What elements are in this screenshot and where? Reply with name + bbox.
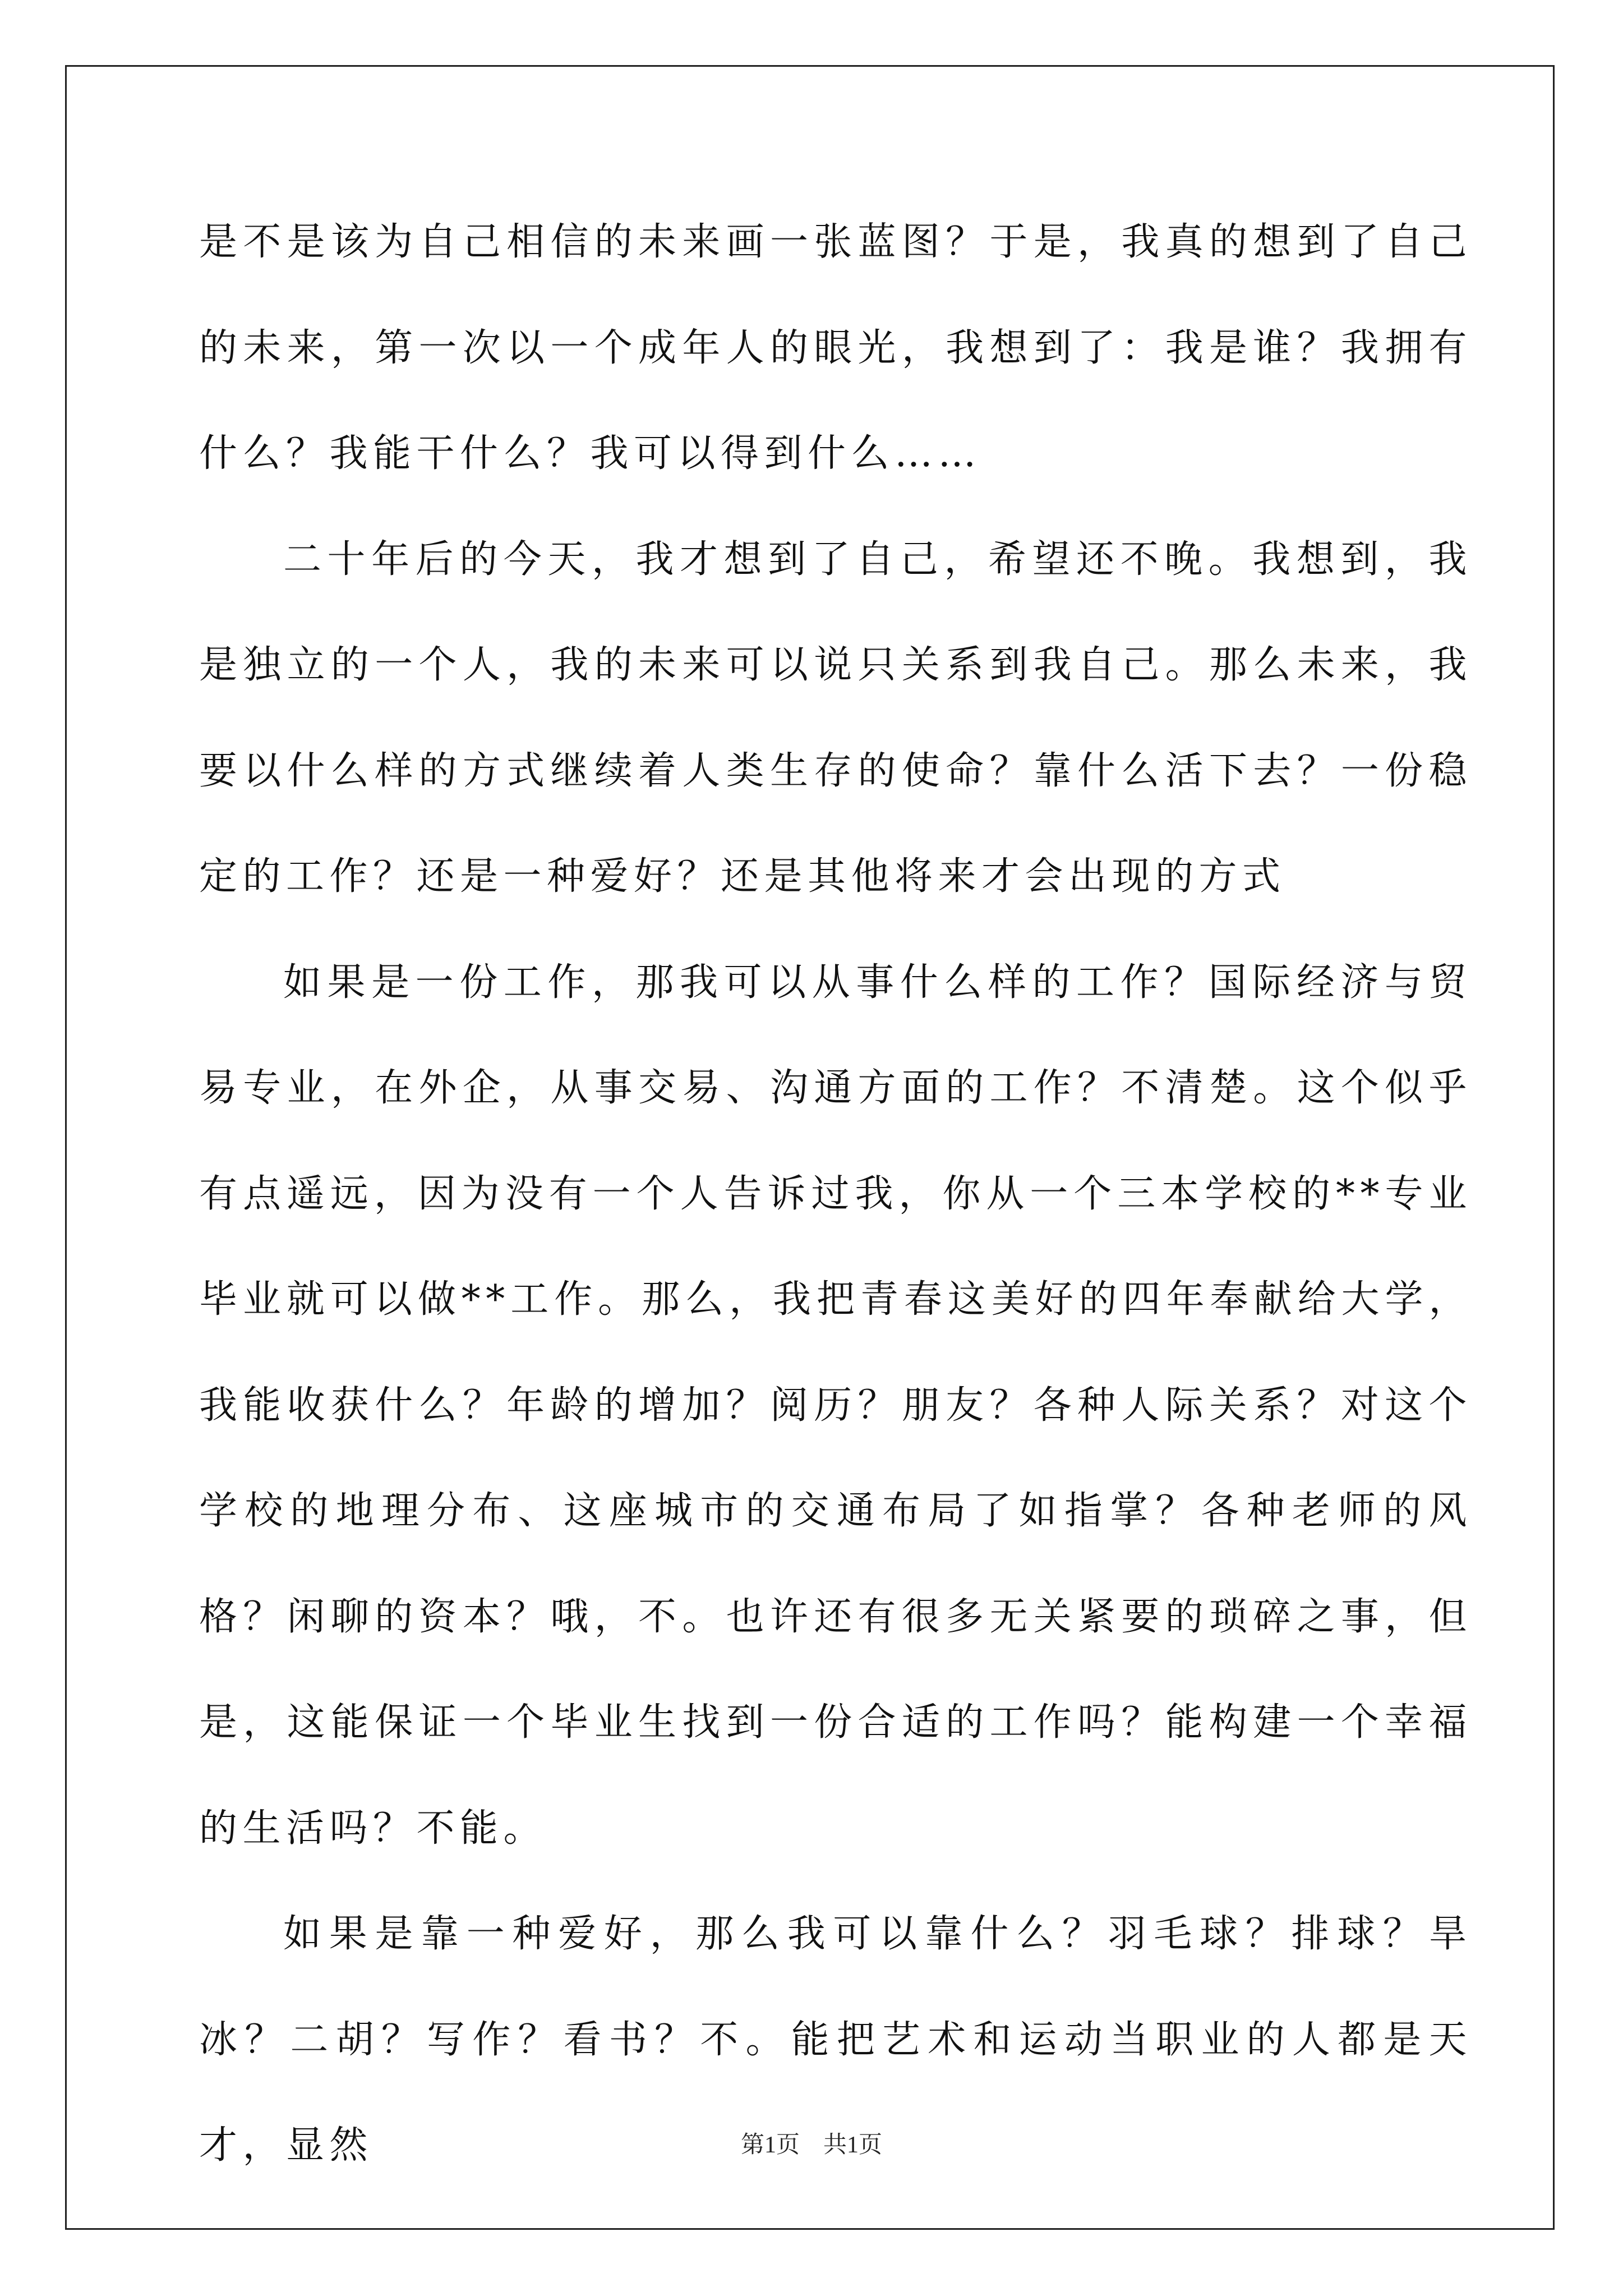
paragraph-1: 是不是该为自己相信的未来画一张蓝图？于是，我真的想到了自己的未来，第一次以一个成年人的眼光，我想到了：我是谁？我拥有什么？我能干什么？我可以得到什么…… (199, 220, 1472, 476)
paragraph-2: 二十年后的今天，我才想到了自己，希望还不晚。我想到，我是独立的一个人，我的未来可以说只关系到我自己。那么未来，我要以什么样的方式继续着人类生存的使命？靠什么活下去？一份稳定的工作？还是一种爱好？还是其他将来才会出现的方式 (199, 537, 1472, 899)
document-body (199, 190, 1472, 2199)
page-footer: 第1页 共1页 (740, 2132, 882, 2158)
paragraph-3: 如果是一份工作，那我可以从事什么样的工作？国际经济与贸易专业，在外企，从事交易、沟通方面的工作？不清楚。这个似乎有点遥远，因为没有一个人告诉过我，你从一个三本学校的**专业毕业就可以做**工作。那么，我把青春这美好的四年奉献给大学，我能收获什么？年龄的增加？阅历？朋友？各种人际关系？对这个学校的地理分布、这座城市的交通布局了如指掌？各种老师的风格？闲聊的资本？哦，不。也许还有很多无关紧要的琐碎之事，但是，这能保证一个毕业生找到一份合适的工作吗？能构建一个幸福的生活吗？不能。 (199, 960, 1472, 1851)
paragraph-4: 如果是靠一种爱好，那么我可以靠什么？羽毛球？排球？旱冰？二胡？写作？看书？不。能把艺术和运动当职业的人都是天才，显然 (199, 1912, 1472, 2168)
